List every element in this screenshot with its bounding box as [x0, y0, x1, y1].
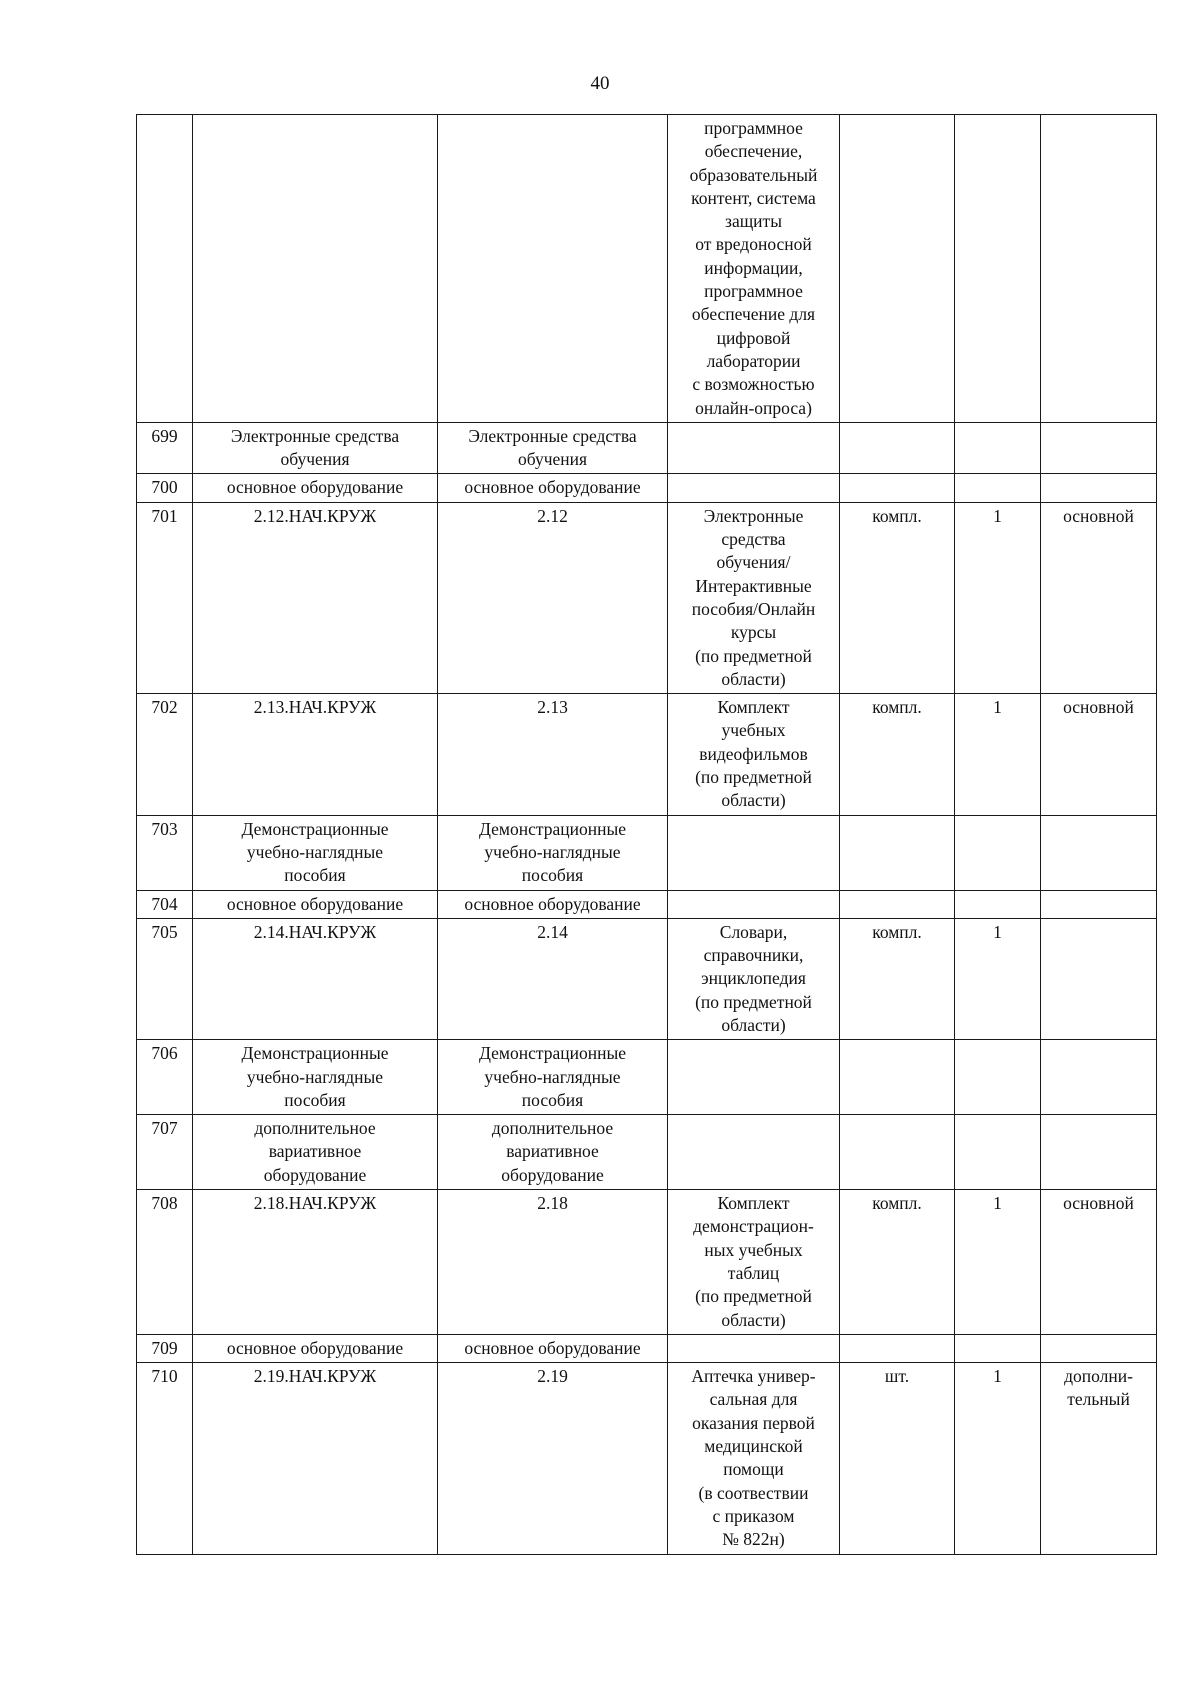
row-code: основное оборудование: [438, 890, 668, 918]
row-type: [1041, 1115, 1157, 1190]
row-number: 705: [137, 918, 193, 1039]
row-type: [1041, 815, 1157, 890]
row-type: [1041, 1040, 1157, 1115]
row-name: Демонстрационные учебно-наглядные пособия: [193, 1040, 438, 1115]
row-name: Электронные средства обучения: [193, 422, 438, 474]
row-name: 2.12.НАЧ.КРУЖ: [193, 502, 438, 693]
row-name: основное оборудование: [193, 1334, 438, 1362]
row-description: [668, 890, 840, 918]
row-description: Электронные средства обучения/ Интерактивные пособия/Онлайн курсы (по предметной области): [668, 502, 840, 693]
row-code: 2.14: [438, 918, 668, 1039]
row-unit: компл.: [840, 502, 955, 693]
row-code: 2.19: [438, 1363, 668, 1554]
row-quantity: 1: [955, 1363, 1041, 1554]
row-name: Демонстрационные учебно-наглядные пособия: [193, 815, 438, 890]
row-unit: [840, 474, 955, 502]
row-number: 704: [137, 890, 193, 918]
row-quantity: [955, 115, 1041, 423]
row-number: 701: [137, 502, 193, 693]
row-type: [1041, 1334, 1157, 1362]
table-row: [137, 918, 1157, 1039]
row-name: [193, 115, 438, 423]
table-row: [137, 1363, 1157, 1554]
row-unit: [840, 422, 955, 474]
row-quantity: 1: [955, 918, 1041, 1039]
table-row: [137, 1115, 1157, 1190]
row-type: [1041, 918, 1157, 1039]
row-unit: [840, 815, 955, 890]
row-quantity: 1: [955, 1190, 1041, 1335]
row-number: 708: [137, 1190, 193, 1335]
row-type: [1041, 474, 1157, 502]
row-description: Словари, справочники, энциклопедия (по предметной области): [668, 918, 840, 1039]
row-unit: компл.: [840, 918, 955, 1039]
row-type: дополни- тельный: [1041, 1363, 1157, 1554]
row-type: [1041, 422, 1157, 474]
row-quantity: [955, 1334, 1041, 1362]
row-description: Комплект учебных видеофильмов (по предметной области): [668, 694, 840, 815]
row-quantity: [955, 815, 1041, 890]
row-unit: [840, 1115, 955, 1190]
row-quantity: 1: [955, 694, 1041, 815]
row-code: Электронные средства обучения: [438, 422, 668, 474]
row-unit: [840, 1334, 955, 1362]
row-name: 2.18.НАЧ.КРУЖ: [193, 1190, 438, 1335]
equipment-table: [136, 114, 1157, 1555]
row-type: основной: [1041, 502, 1157, 693]
row-name: дополнительное вариативное оборудование: [193, 1115, 438, 1190]
table-row: [137, 890, 1157, 918]
row-code: дополнительное вариативное оборудование: [438, 1115, 668, 1190]
row-description: Аптечка универ- сальная для оказания первой медицинской помощи (в соотвествии с приказом № 822н): [668, 1363, 840, 1554]
row-description: [668, 474, 840, 502]
row-number: 699: [137, 422, 193, 474]
row-code: 2.18: [438, 1190, 668, 1335]
row-unit: шт.: [840, 1363, 955, 1554]
row-quantity: [955, 890, 1041, 918]
row-unit: компл.: [840, 694, 955, 815]
row-code: основное оборудование: [438, 474, 668, 502]
row-code: [438, 115, 668, 423]
row-unit: компл.: [840, 1190, 955, 1335]
row-code: 2.12: [438, 502, 668, 693]
row-quantity: 1: [955, 502, 1041, 693]
row-number: 700: [137, 474, 193, 502]
row-unit: [840, 1040, 955, 1115]
row-type: [1041, 115, 1157, 423]
page-number: 40: [590, 73, 610, 94]
row-number: 702: [137, 694, 193, 815]
row-name: основное оборудование: [193, 890, 438, 918]
row-name: 2.13.НАЧ.КРУЖ: [193, 694, 438, 815]
row-type: основной: [1041, 1190, 1157, 1335]
row-quantity: [955, 422, 1041, 474]
row-quantity: [955, 1115, 1041, 1190]
row-number: [137, 115, 193, 423]
table-row: [137, 1190, 1157, 1335]
table-row: [137, 502, 1157, 693]
row-description: Комплект демонстрацион- ных учебных таблиц (по предметной области): [668, 1190, 840, 1335]
row-unit: [840, 890, 955, 918]
row-number: 707: [137, 1115, 193, 1190]
table-row: [137, 1334, 1157, 1362]
row-description: программное обеспечение, образовательный контент, система защиты от вредоносной информации, программное обеспечение для цифровой лаборатории с возможностью онлайн-опроса): [668, 115, 840, 423]
row-name: 2.19.НАЧ.КРУЖ: [193, 1363, 438, 1554]
table-row: [137, 474, 1157, 502]
row-number: 703: [137, 815, 193, 890]
row-code: 2.13: [438, 694, 668, 815]
row-description: [668, 1040, 840, 1115]
row-description: [668, 815, 840, 890]
row-quantity: [955, 1040, 1041, 1115]
row-code: основное оборудование: [438, 1334, 668, 1362]
row-description: [668, 1334, 840, 1362]
row-description: [668, 1115, 840, 1190]
table-row: [137, 422, 1157, 474]
row-name: 2.14.НАЧ.КРУЖ: [193, 918, 438, 1039]
row-number: 710: [137, 1363, 193, 1554]
table-row: [137, 694, 1157, 815]
row-name: основное оборудование: [193, 474, 438, 502]
row-type: [1041, 890, 1157, 918]
row-code: Демонстрационные учебно-наглядные пособия: [438, 1040, 668, 1115]
table-row: [137, 815, 1157, 890]
table-row: [137, 115, 1157, 423]
row-type: основной: [1041, 694, 1157, 815]
row-unit: [840, 115, 955, 423]
row-number: 706: [137, 1040, 193, 1115]
table-row: [137, 1040, 1157, 1115]
row-code: Демонстрационные учебно-наглядные пособия: [438, 815, 668, 890]
row-number: 709: [137, 1334, 193, 1362]
row-quantity: [955, 474, 1041, 502]
row-description: [668, 422, 840, 474]
